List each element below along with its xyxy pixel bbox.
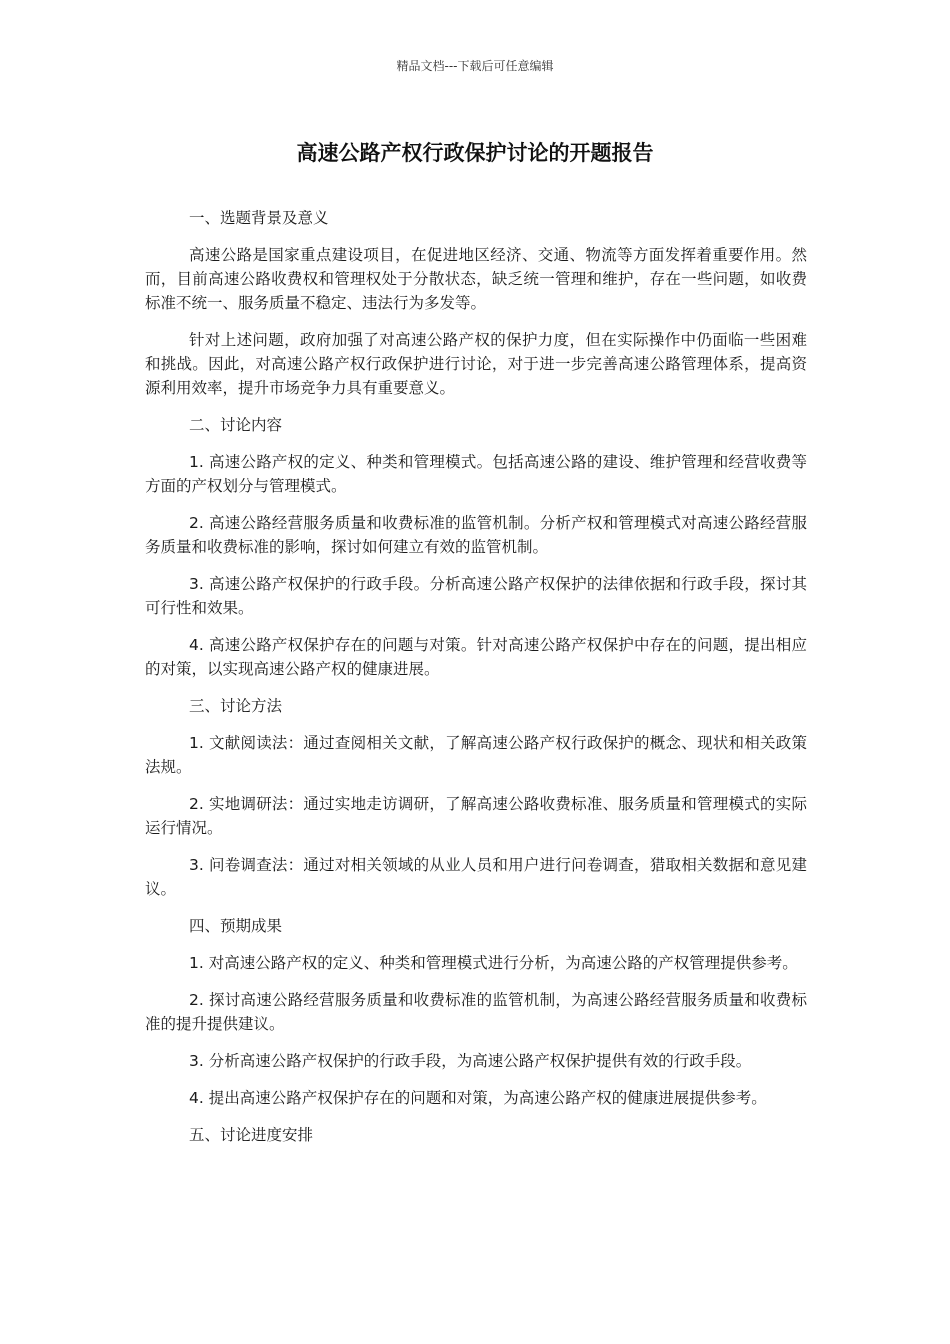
list-item: 1. 文献阅读法：通过查阅相关文献，了解高速公路产权行政保护的概念、现状和相关政策法规。: [145, 734, 807, 776]
list-item: 3. 问卷调查法：通过对相关领域的从业人员和用户进行问卷调查，猎取相关数据和意见建议。: [145, 856, 807, 898]
section-heading-outcomes: 四、预期成果: [189, 917, 283, 935]
list-item: 2. 实地调研法：通过实地走访调研，了解高速公路收费标准、服务质量和管理模式的实际运行情况。: [145, 795, 807, 837]
list-item: 3. 分析高速公路产权保护的行政手段，为高速公路产权保护提供有效的行政手段。: [189, 1052, 752, 1070]
paragraph: 高速公路是国家重点建设项目，在促进地区经济、交通、物流等方面发挥着重要作用。然而，目前高速公路收费权和管理权处于分散状态，缺乏统一管理和维护，存在一些问题，如收费标准不统一、服务质量不稳定、违法行为多发等。: [145, 246, 807, 312]
paragraph: 针对上述问题，政府加强了对高速公路产权的保护力度，但在实际操作中仍面临一些困难和挑战。因此，对高速公路产权行政保护进行讨论，对于进一步完善高速公路管理体系，提高资源利用效率，提升市场竞争力具有重要意义。: [145, 331, 807, 397]
list-item: 4. 高速公路产权保护存在的问题与对策。针对高速公路产权保护中存在的问题，提出相应的对策，以实现高速公路产权的健康进展。: [145, 636, 807, 678]
list-item: 2. 探讨高速公路经营服务质量和收费标准的监管机制，为高速公路经营服务质量和收费标准的提升提供建议。: [145, 991, 807, 1033]
document-title: 高速公路产权行政保护讨论的开题报告: [296, 141, 654, 165]
list-item: 4. 提出高速公路产权保护存在的问题和对策，为高速公路产权的健康进展提供参考。: [189, 1089, 767, 1107]
document-body: [145, 206, 807, 1160]
section-heading-methods: 三、讨论方法: [189, 697, 283, 715]
list-item: 1. 高速公路产权的定义、种类和管理模式。包括高速公路的建设、维护管理和经营收费等方面的产权划分与管理模式。: [145, 453, 807, 495]
page-header-note: 精品文档---下载后可任意编辑: [396, 59, 554, 73]
list-item: 3. 高速公路产权保护的行政手段。分析高速公路产权保护的法律依据和行政手段，探讨其可行性和效果。: [145, 575, 807, 617]
section-heading-content: 二、讨论内容: [189, 416, 283, 434]
list-item: 1. 对高速公路产权的定义、种类和管理模式进行分析，为高速公路的产权管理提供参考。: [189, 954, 798, 972]
section-heading-schedule: 五、讨论进度安排: [189, 1126, 314, 1144]
list-item: 2. 高速公路经营服务质量和收费标准的监管机制。分析产权和管理模式对高速公路经营服务质量和收费标准的影响，探讨如何建立有效的监管机制。: [145, 514, 807, 556]
section-heading-background: 一、选题背景及意义: [189, 209, 329, 227]
